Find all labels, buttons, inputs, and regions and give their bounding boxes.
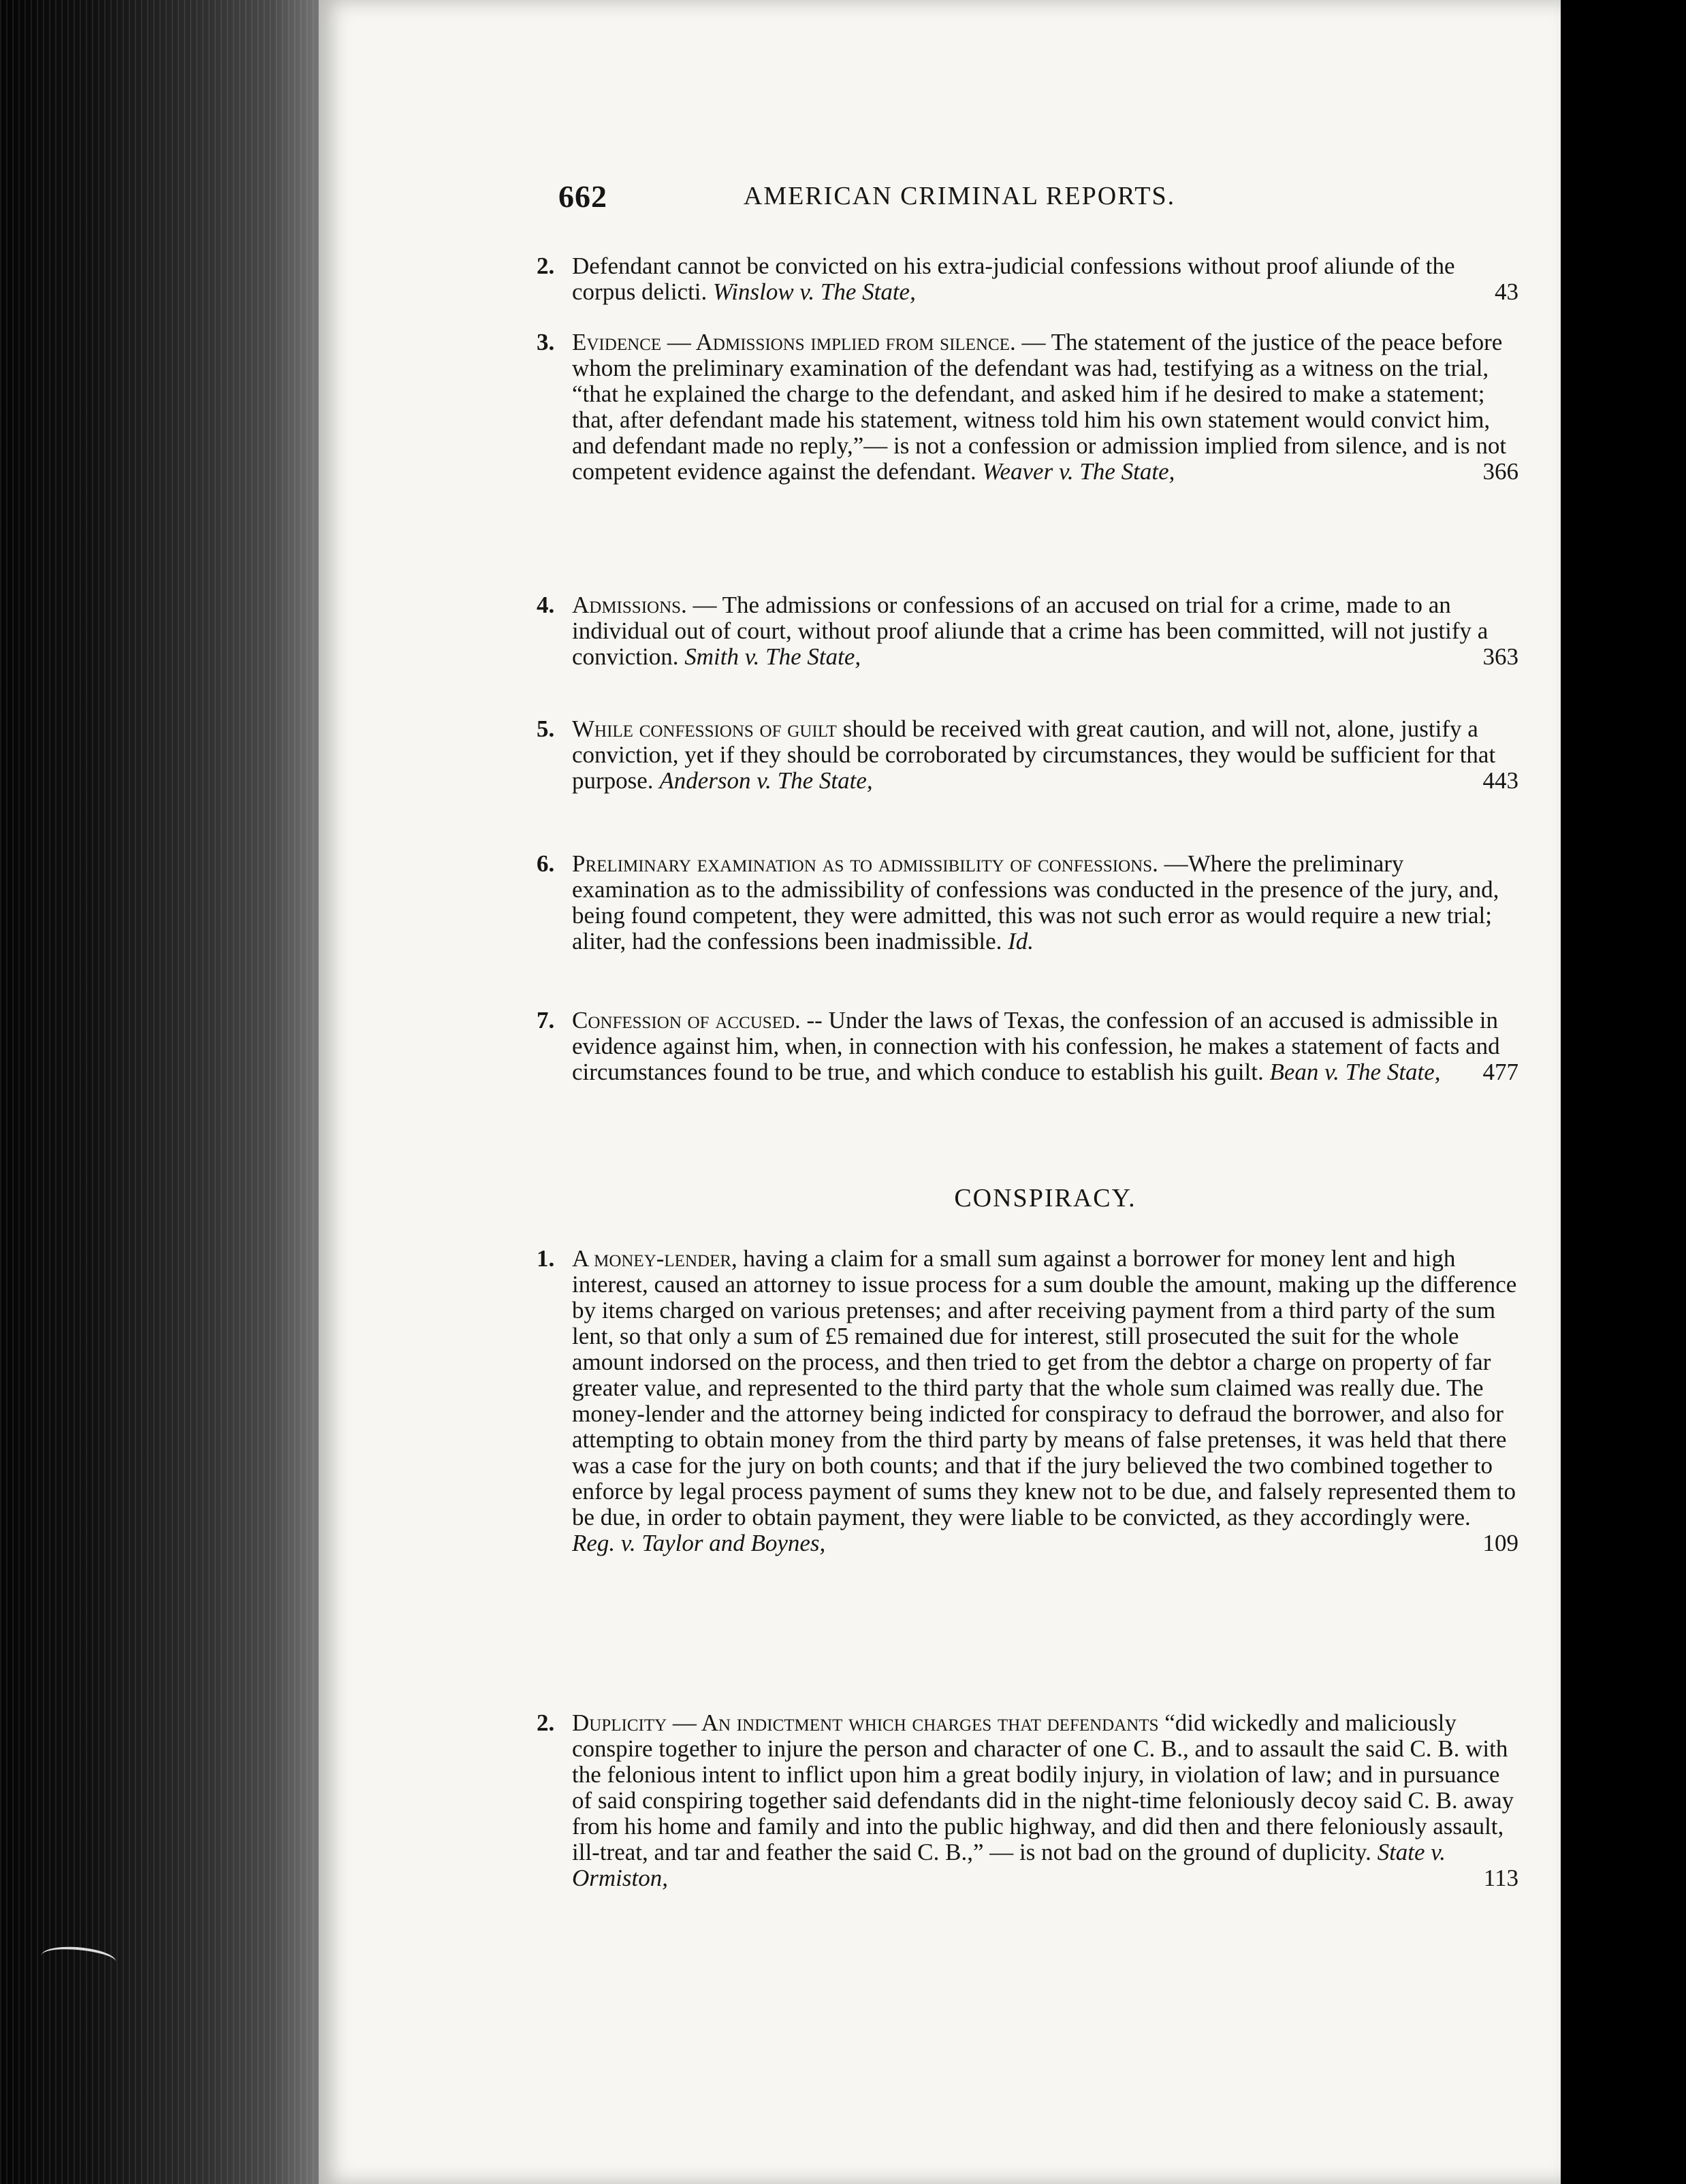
section-heading: CONSPIRACY. [954,1184,1136,1213]
entry-body: — The statement of the justice of the peace before whom the preliminary examination of the defendant was had, testifying as a witness on the trial, “that he explained the charge to the defendant, and asked him if he desired to make a statement; that, after defendant made his statement, witness told him his own statement would convict him, and defendant made no reply,”— is not a confession or admission implied from silence, and is not competent evidence against the defendant. [572,329,1507,485]
case-citation: Anderson v. The State, [659,767,873,794]
page-reference: 366 [1482,458,1518,485]
page-reference: 43 [1495,278,1518,305]
page-reference: 443 [1482,767,1518,794]
entry-number: 3. [537,329,555,355]
entry-heading: Preliminary examination as to admissibility of confessions. [572,850,1158,877]
entry-heading: A money-lender, [572,1245,737,1272]
page-header [558,178,1279,219]
entry-heading: Admissions. [572,592,687,618]
case-citation: Weaver v. The State, [982,458,1175,485]
entry-body: Defendant cannot be convicted on his extra-judicial confessions without proof aliunde of the corpus delicti. [572,253,1455,305]
digest-entry [537,1007,1518,1085]
entry-number: 6. [537,850,555,877]
entry-heading: Evidence — Admissions implied from silence. [572,329,1016,355]
page-number: 662 [558,179,607,214]
digest-entry [537,329,1518,485]
entry-body: should be received with great caution, and will not, alone, justify a conviction, yet if they should be corroborated by circumstances, they would be sufficient for that purpose. [572,716,1496,794]
page-reference: 113 [1483,1865,1518,1891]
case-citation: Id. [1008,928,1034,954]
scan-background [1561,0,1686,2184]
entry-body: having a claim for a small sum against a borrower for money lent and high interest, caused an attorney to issue process for a sum double the amount, making up the difference by items charged on various pretenses; and after receiving payment from a third party of the sum lent, so that only a sum of £5 remained due for interest, still prosecuted the suit for the whole amount indorsed on the process, and then tried to get from the debtor a charge on property of far greater value, and represented to the third party that the whole sum claimed was really due. The money-lender and the attorney being indicted for conspiracy to defraud the borrower, and also for attempting to obtain money from the third party by means of false pretenses, it was held that there was a case for the jury on both counts; and that if the jury believed the two combined together to enforce by legal process payment of sums they knew not to be due, and falsely represented them to be due, in order to obtain payment, they were liable to be convicted, as they accordingly were. [572,1245,1517,1530]
entry-body: — The admissions or confessions of an accused on trial for a crime, made to an individual out of court, without proof aliunde that a crime has been committed, will not justify a conviction. [572,592,1489,670]
case-citation: State v. Ormiston, [572,1839,1446,1891]
book-page-edges [0,0,320,2184]
digest-entry [537,253,1518,305]
entry-number: 2. [537,253,555,279]
entry-body: —Where the preliminary examination as to the admissibility of confessions was conducted in the presence of the jury, and, being found competent, they were admitted, this was not such error as would require a new trial; aliter, had the confessions been inadmissible. [572,850,1499,954]
entry-number: 2. [537,1709,555,1736]
digest-entry [537,592,1518,670]
running-title: AMERICAN CRIMINAL REPORTS. [743,182,1176,210]
digest-entry [537,716,1518,794]
case-citation: Reg. v. Taylor and Boynes, [572,1530,826,1556]
page-reference: 109 [1482,1530,1518,1556]
case-citation: Bean v. The State, [1269,1059,1441,1085]
entry-body: -- Under the laws of Texas, the confession of an accused is admissible in evidence against him, when, in connection with his confession, he makes a statement of facts and circumstances found to be true, and which conduce to establish his guilt. [572,1007,1500,1085]
page-reference: 477 [1482,1059,1518,1085]
digest-entry [537,1709,1518,1891]
entry-number: 1. [537,1245,555,1272]
entry-body: “did wickedly and maliciously conspire together to injure the person and character of one C. B., and to assault the said C. B. with the felonious intent to inflict upon him a great bodily injury, in violation of law; and in pursuance of said conspiring together said defendants did in the night-time feloniously decoy said C. B. away from his home and family and into the public highway, and did then and there feloniously assault, ill-treat, and tar and feather the said C. B.,” — is not bad on the ground of duplicity. [572,1709,1514,1865]
entry-heading: While confessions of guilt [572,716,837,742]
entry-number: 7. [537,1007,555,1033]
digest-entry [537,1245,1518,1556]
entry-heading: Confession of accused. [572,1007,801,1033]
page-reference: 363 [1482,643,1518,670]
entry-number: 5. [537,716,555,742]
case-citation: Smith v. The State, [684,643,861,670]
digest-entry [537,850,1518,954]
entry-heading: Duplicity — An indictment which charges that defendants [572,1709,1159,1736]
entry-number: 4. [537,592,555,618]
case-citation: Winslow v. The State, [713,278,916,305]
